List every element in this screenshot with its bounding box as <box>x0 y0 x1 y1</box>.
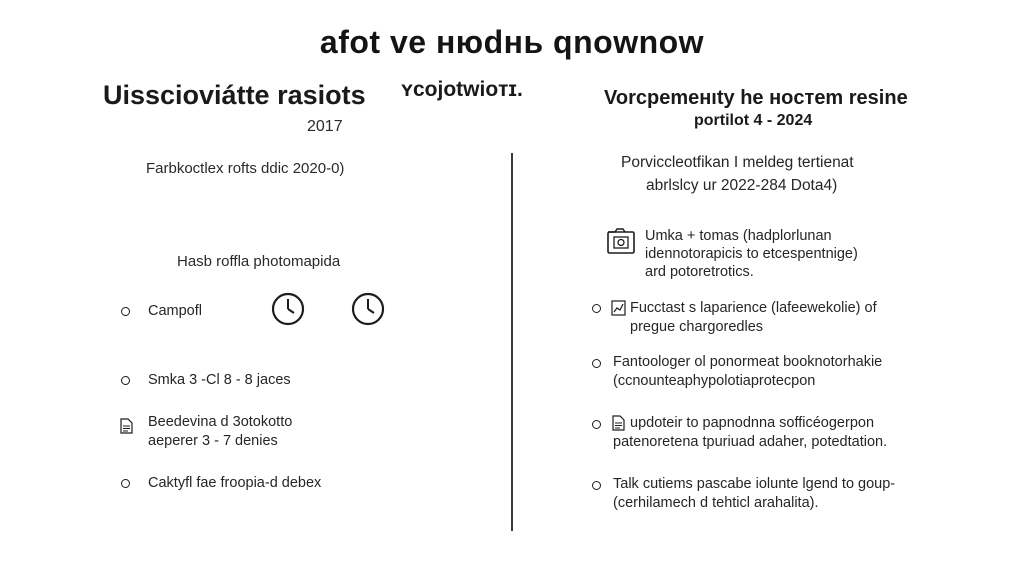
right-list-item-4-line-2: patenoretena tpuriuad adaher, potedtation. <box>613 434 888 450</box>
bullet-icon <box>121 376 130 385</box>
left-column-title: Uisscioviátte rasiots <box>103 80 366 110</box>
left-list-item-3-line-2: aeperer 3 - 7 denies <box>148 433 278 449</box>
right-list-item-4-line-1: updoteir to papnodnna sofficéogerpon <box>630 415 875 431</box>
right-list-item-2-line-2: pregue chargoredles <box>630 319 764 335</box>
bullet-icon <box>592 304 601 313</box>
bullet-icon <box>592 420 601 429</box>
bullet-icon <box>121 307 130 316</box>
left-list-item-1: Campofl <box>148 303 202 319</box>
left-list-item-2: Smka 3 -Cl 8 - 8 jaces <box>148 372 291 388</box>
left-column-year: 2017 <box>307 118 343 135</box>
document-icon <box>612 415 625 431</box>
left-column-title-continuation: ʏcojotwioтɪ. <box>401 78 523 101</box>
document-icon <box>120 418 133 434</box>
page-title: afot ve нюdнь qnownow <box>319 24 705 60</box>
right-column-subtitle: portilot 4 - 2024 <box>694 112 813 129</box>
right-list-item-3-line-1: Fantoologer ol ponormeat booknotorhakie <box>613 354 883 370</box>
chart-icon <box>611 300 626 316</box>
right-list-item-1-line-3: ard potoretrotics. <box>645 264 754 280</box>
right-list-item-5-line-1: Talk cutiems pascabe iolunte lgend to goup- <box>613 476 896 492</box>
right-list-item-1-line-1: Umka + tomas (hadplorlunan <box>645 228 832 244</box>
right-list-item-5-line-2: (cerhilamech d tehticl arahalita). <box>613 495 819 511</box>
right-column-title: Vorcpemeнıty he нocтem resine <box>604 87 908 109</box>
right-column-description-line-2: abrlslcy ur 2022-284 Dota4) <box>646 177 838 194</box>
left-list-item-4: Caktyfl fae froopia-d debex <box>148 475 322 491</box>
column-divider <box>511 153 513 531</box>
right-list-item-1-line-2: idennotorapicis to etcespentnige) <box>645 246 858 262</box>
photo-icon <box>607 228 635 254</box>
clock-icon <box>351 292 385 326</box>
right-column-description-line-1: Porvicclеotfikan I meldeg tertienat <box>621 154 854 171</box>
left-list-item-3-line-1: Beedevina d 3otokotto <box>148 414 293 430</box>
left-column-description: Farbkoctlex rofts ddic 2020-0) <box>146 160 345 177</box>
clock-icon <box>271 292 305 326</box>
right-list-item-2-line-1: Fucctast s laparience (lafeewekolie) of <box>630 300 877 316</box>
bullet-icon <box>592 359 601 368</box>
bullet-icon <box>121 479 130 488</box>
bullet-icon <box>592 481 601 490</box>
right-list-item-3-line-2: (ccnounteaphypolotiaprotecpon <box>613 373 816 389</box>
left-column-subheading: Hasb roffla photomapida <box>177 253 341 270</box>
